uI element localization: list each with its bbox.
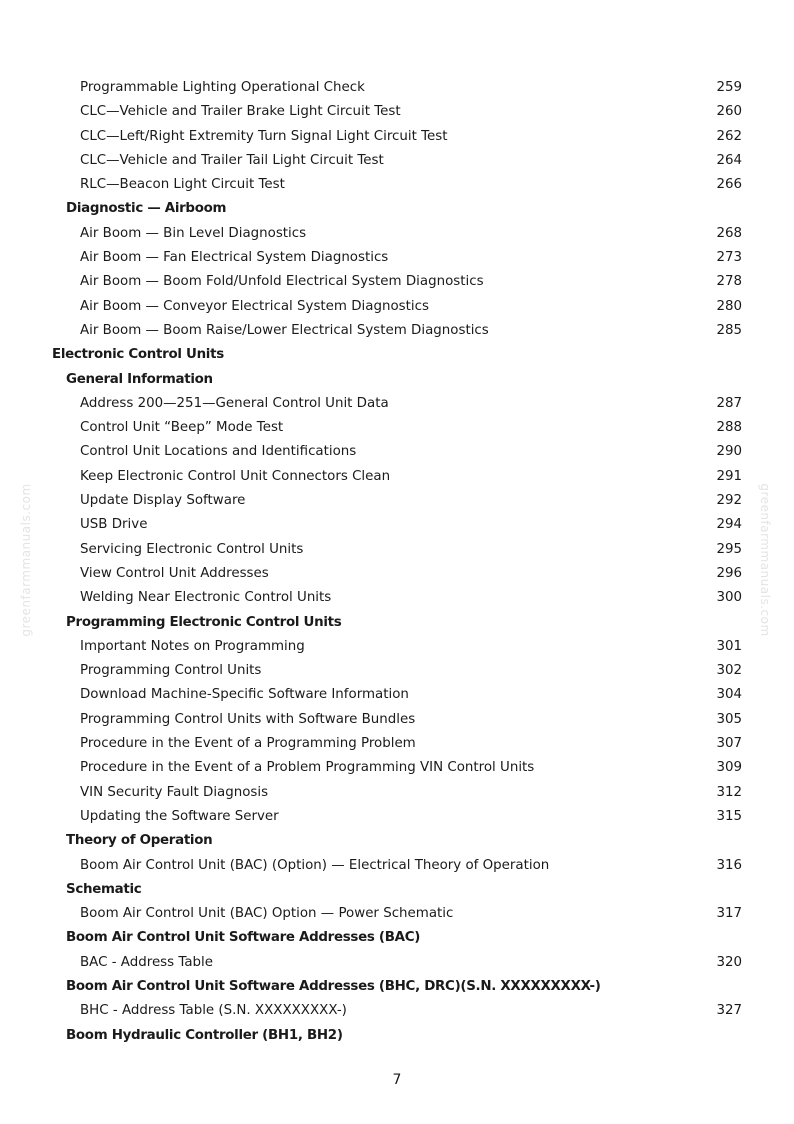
toc-entry[interactable]: [0, 222, 794, 246]
toc-entry-title: Boom Air Control Unit (BAC) Option — Power Schematic: [80, 906, 454, 922]
toc-entry-page-number: 320: [716, 954, 742, 970]
toc-section[interactable]: [0, 1024, 794, 1048]
toc-entry-title: Boom Air Control Unit (BAC) (Option) — Electrical Theory of Operation: [80, 857, 550, 873]
toc-entry-title: Air Boom — Boom Fold/Unfold Electrical System Diagnostics: [80, 274, 484, 290]
toc-entry[interactable]: [0, 513, 794, 537]
toc-entry-title: Update Display Software: [80, 493, 246, 509]
toc-entry[interactable]: [0, 854, 794, 878]
toc-entry-page-number: 317: [716, 906, 742, 922]
toc-entry-title: Control Unit Locations and Identifications: [80, 444, 357, 460]
toc-entry[interactable]: [0, 756, 794, 780]
toc-entry-title: Keep Electronic Control Unit Connectors Clean: [80, 468, 391, 484]
toc-entry-page-number: 288: [716, 420, 742, 436]
toc-entry-page-number: 300: [716, 590, 742, 606]
toc-section[interactable]: [0, 975, 794, 999]
toc-entry-page-number: 262: [716, 128, 742, 144]
toc-entry[interactable]: [0, 708, 794, 732]
toc-section[interactable]: [0, 368, 794, 392]
watermark-left: greenfarmmanuals.com: [19, 483, 33, 637]
toc-entry-title: Air Boom — Fan Electrical System Diagnostics: [80, 250, 389, 266]
toc-entry-page-number: 268: [716, 225, 742, 241]
toc-entry[interactable]: [0, 440, 794, 464]
toc-entry-title: Air Boom — Bin Level Diagnostics: [80, 225, 307, 241]
toc-chapter[interactable]: [0, 343, 794, 367]
toc-section-title: Theory of Operation: [66, 833, 213, 849]
toc-entry-title: Servicing Electronic Control Units: [80, 541, 304, 557]
page-number: 7: [392, 1072, 402, 1088]
toc-entry[interactable]: [0, 173, 794, 197]
toc-section-title: Schematic: [66, 881, 142, 897]
toc-entry-page-number: 287: [716, 395, 742, 411]
toc-entry-title: Procedure in the Event of a Programming Problem: [80, 736, 416, 752]
toc-entry-page-number: 316: [716, 857, 742, 873]
toc-entry-page-number: 305: [716, 711, 742, 727]
toc-entry[interactable]: [0, 635, 794, 659]
toc-entry[interactable]: [0, 781, 794, 805]
toc-entry[interactable]: [0, 149, 794, 173]
toc-entry-page-number: 294: [716, 517, 742, 533]
toc-entry-page-number: 296: [716, 565, 742, 581]
toc-entry[interactable]: [0, 562, 794, 586]
toc-entry-title: Address 200—251—General Control Unit Data: [80, 395, 389, 411]
toc-section-title: Boom Air Control Unit Software Addresses (BAC): [66, 930, 421, 946]
toc-entry-page-number: 280: [716, 298, 742, 314]
toc-entry[interactable]: [0, 538, 794, 562]
toc-entry-title: Important Notes on Programming: [80, 638, 305, 654]
toc-section-title: General Information: [66, 371, 213, 387]
toc-entry-title: CLC—Vehicle and Trailer Brake Light Circuit Test: [80, 104, 401, 120]
toc-entry-page-number: 312: [716, 784, 742, 800]
toc-entry-page-number: 309: [716, 760, 742, 776]
toc-entry-title: Air Boom — Boom Raise/Lower Electrical System Diagnostics: [80, 322, 489, 338]
toc-entry-page-number: 290: [716, 444, 742, 460]
toc-entry-title: Air Boom — Conveyor Electrical System Diagnostics: [80, 298, 429, 314]
toc-entry-page-number: 302: [716, 663, 742, 679]
toc-entry-page-number: 264: [716, 152, 742, 168]
toc-entry-page-number: 307: [716, 736, 742, 752]
toc-entry-page-number: 327: [716, 1003, 742, 1019]
toc-entry[interactable]: [0, 392, 794, 416]
toc-section-title: Boom Hydraulic Controller (BH1, BH2): [66, 1027, 343, 1043]
toc-entry-title: Welding Near Electronic Control Units: [80, 590, 332, 606]
toc-entry-title: VIN Security Fault Diagnosis: [80, 784, 269, 800]
toc-entry[interactable]: [0, 489, 794, 513]
toc-entry-title: Programming Control Units with Software Bundles: [80, 711, 416, 727]
toc-section[interactable]: [0, 611, 794, 635]
toc-entry[interactable]: [0, 100, 794, 124]
toc-entry-page-number: 278: [716, 274, 742, 290]
toc-entry-page-number: 315: [716, 808, 742, 824]
toc-section[interactable]: [0, 878, 794, 902]
toc-entry[interactable]: [0, 465, 794, 489]
toc-entry-title: Programmable Lighting Operational Check: [80, 80, 365, 95]
toc-entry-page-number: 285: [716, 322, 742, 338]
toc-entry-title: Download Machine-Specific Software Information: [80, 687, 409, 703]
toc-section[interactable]: [0, 197, 794, 221]
toc-entry-page-number: 260: [716, 104, 742, 120]
toc-entry-title: View Control Unit Addresses: [80, 565, 269, 581]
toc-section-title: Programming Electronic Control Units: [66, 614, 342, 630]
toc-entry-page-number: 295: [716, 541, 742, 557]
toc-entry-title: RLC—Beacon Light Circuit Test: [80, 177, 285, 193]
toc-entry[interactable]: [0, 659, 794, 683]
toc-entry[interactable]: [0, 732, 794, 756]
toc-entry[interactable]: [0, 586, 794, 610]
toc-entry-page-number: 266: [716, 177, 742, 193]
toc-entry[interactable]: [0, 805, 794, 829]
toc-entry-title: Procedure in the Event of a Problem Programming VIN Control Units: [80, 760, 535, 776]
toc-entry-title: USB Drive: [80, 517, 148, 533]
toc-entry-page-number: 304: [716, 687, 742, 703]
toc-section-title: Diagnostic — Airboom: [66, 201, 227, 217]
toc-entry-title: CLC—Left/Right Extremity Turn Signal Light Circuit Test: [80, 128, 448, 144]
toc-entry[interactable]: [0, 951, 794, 975]
toc-entry-title: Programming Control Units: [80, 663, 262, 679]
toc-entry[interactable]: [0, 270, 794, 294]
toc-entry-page-number: 273: [716, 250, 742, 266]
toc-entry-page-number: 301: [716, 638, 742, 654]
toc-entry-page-number: 259: [716, 80, 742, 95]
toc-section[interactable]: [0, 926, 794, 950]
toc-section-title: Boom Air Control Unit Software Addresses (BHC, DRC)(S.N. XXXXXXXXX-): [66, 978, 601, 994]
toc-section[interactable]: [0, 829, 794, 853]
table-of-contents: [0, 76, 794, 1048]
toc-entry[interactable]: [0, 319, 794, 343]
toc-entry[interactable]: [0, 76, 794, 100]
toc-entry-title: BHC - Address Table (S.N. XXXXXXXXX-): [80, 1003, 347, 1019]
toc-entry-title: Control Unit “Beep” Mode Test: [80, 420, 284, 436]
watermark-right: greenfarmmanuals.com: [758, 483, 772, 637]
toc-entry[interactable]: [0, 416, 794, 440]
toc-entry-page-number: 292: [716, 493, 742, 509]
toc-chapter-title: Electronic Control Units: [52, 347, 224, 363]
toc-entry[interactable]: [0, 999, 794, 1023]
toc-entry[interactable]: [0, 246, 794, 270]
toc-entry-title: BAC - Address Table: [80, 954, 214, 970]
toc-entry-page-number: 291: [716, 468, 742, 484]
toc-entry-title: Updating the Software Server: [80, 808, 279, 824]
toc-entry[interactable]: [0, 902, 794, 926]
toc-entry[interactable]: [0, 125, 794, 149]
toc-entry[interactable]: [0, 683, 794, 707]
toc-entry-title: CLC—Vehicle and Trailer Tail Light Circuit Test: [80, 152, 384, 168]
toc-entry[interactable]: [0, 295, 794, 319]
